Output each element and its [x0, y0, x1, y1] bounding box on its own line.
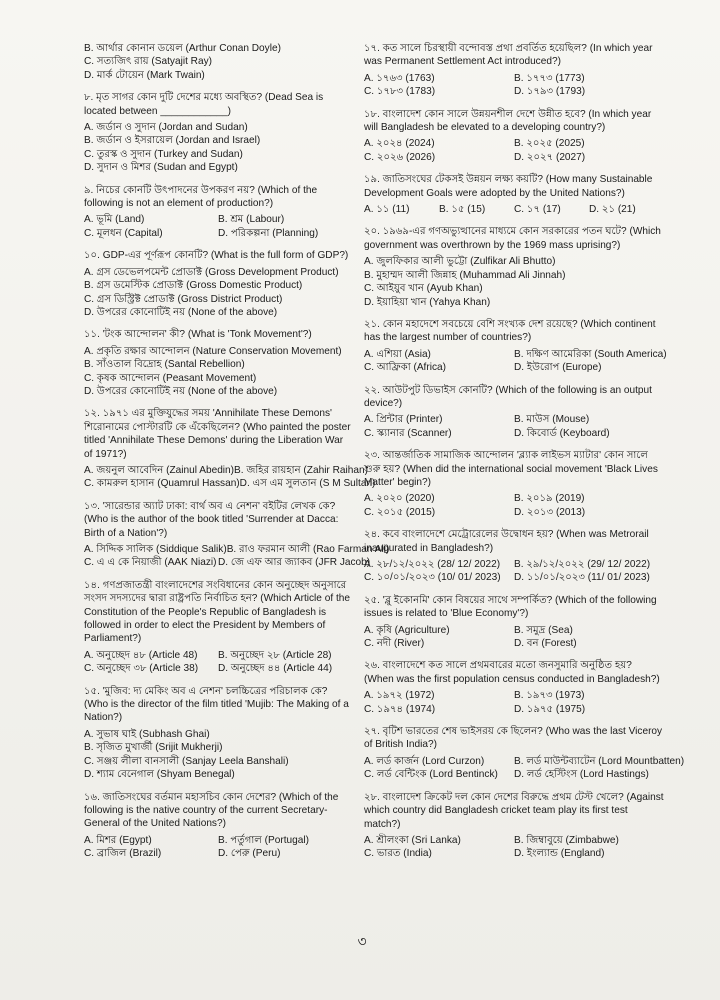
answer-option: D. ২১ (21) [589, 204, 636, 216]
question-q13 [84, 500, 390, 570]
answer-option: B. দক্ষিণ আমেরিকা (South America) [514, 348, 667, 360]
question-text: ২৪. কবে বাংলাদেশে মেট্রোরেলের উদ্বোধন হয়? (When was Metrorail inaugurated in Bangladesh?) [364, 529, 649, 554]
answer-option: A. জয়নুল আবেদিন (Zainul Abedin) [84, 464, 235, 476]
question-q8 [84, 91, 352, 174]
answer-option: A. গ্রস ডেভেলপমেন্ট প্রোডাক্ট (Gross Development Product) [84, 266, 339, 278]
answer-option: A. ১৯৭২ (1972) [364, 690, 435, 702]
question-text: ২১. কোন মহাদেশে সবচেয়ে বেশি সংখ্যক দেশ রয়েছে? (Which continent has the largest number of countries?) [364, 318, 656, 344]
option-row [364, 689, 664, 702]
answer-option: A. ২৮/১২/২০২২ (28/ 12/ 2022) [364, 559, 501, 570]
answer-option: A. ১৭৬৩ (1763) [364, 72, 435, 84]
option-row [364, 72, 664, 85]
answer-option: C. অনুচ্ছেদ ৩৮ (Article 38) [84, 663, 199, 675]
question-q26 [364, 659, 664, 716]
question-q12 [84, 407, 376, 490]
answer-option: B. ২০১৯ (2019) [514, 493, 585, 505]
option-row [364, 637, 664, 650]
answer-option: C. সত্যজিৎ রায় (Satyajit Ray) [84, 56, 212, 68]
option-row [364, 413, 664, 426]
option-row [364, 703, 664, 716]
option-row [84, 543, 390, 556]
answer-option: B. জর্ডান ও ইসরায়েল (Jordan and Israel) [84, 135, 261, 147]
question-q11 [84, 328, 352, 398]
answer-option: A. জর্ডান ও সুদান (Jordan and Sudan) [84, 122, 248, 134]
question-text: ১৬. জাতিসংঘের বর্তমান মহাসচিব কোন দেশের? (Which of the following is the native country of the current Secretary-General of the United Nations?) [84, 791, 339, 830]
answer-option: D. লর্ড হেস্টিংস (Lord Hastings) [514, 769, 649, 781]
answer-option: B. ১৭৭৩ (1773) [514, 72, 585, 84]
answer-option: A. প্রকৃতি রক্ষার আন্দোলন (Nature Conservation Movement) [84, 345, 342, 357]
answer-option: D. ১৯৭৫ (1975) [514, 703, 586, 715]
option-row [84, 649, 352, 662]
question-q16 [84, 791, 352, 861]
answer-option: C. ২০১৫ (2015) [364, 506, 436, 518]
question-q22 [364, 384, 664, 441]
answer-option: D. উপরের কোনোটিই নয় (None of the above) [84, 385, 278, 397]
question-text: ২৫. 'ব্লু ইকোনমি' কোন বিষয়ের সাথে সম্পর্কিত? (Which of the following issues is related to 'Blue Economy'?) [364, 594, 657, 620]
answer-option: C. ১৭৮৩ (1783) [364, 86, 436, 98]
answer-option: C. গ্রস ডিস্ট্রিক্ট প্রোডাক্ট (Gross District Product) [84, 293, 283, 305]
answer-option: C. কৃষক আন্দোলন (Peasant Movement) [84, 372, 257, 384]
option-row [364, 768, 664, 781]
answer-option: C. কামরুল হাসান (Quamrul Hassan) [84, 478, 240, 490]
right-column [364, 42, 685, 870]
question-q25 [364, 594, 664, 651]
option-row [364, 151, 664, 164]
question-text: ৯. নিচের কোনটি উৎপাদনের উপকরণ নয়? (Which of the following is not an element of production?) [84, 184, 318, 210]
answer-option: C. তুরস্ক ও সুদান (Turkey and Sudan) [84, 148, 243, 160]
answer-option: D. ২০২৭ (2027) [514, 151, 586, 163]
answer-option: D. অনুচ্ছেদ ৪৪ (Article 44) [218, 663, 333, 675]
question-text: ১২. ১৯৭১ এর মুক্তিযুদ্ধের সময় 'Annihilate These Demons' শিরোনামের পোস্টারটি কে এঁকেছিলেন? (Who painted the poster titled 'Annihilate These Demons' during the Liberation War of 1971?) [84, 408, 351, 460]
option-row [364, 85, 664, 98]
answer-option: C. স্ক্যানার (Scanner) [364, 427, 452, 439]
answer-option: B. পর্তুগাল (Portugal) [218, 834, 309, 846]
option-row [364, 571, 664, 584]
answer-option: C. ১৭ (17) [514, 204, 561, 216]
answer-option: D. এস এম সুলতান (S M Sultan) [239, 478, 376, 490]
option-row [84, 662, 352, 675]
option-row [84, 477, 376, 490]
question-q19 [364, 173, 664, 216]
answer-option: A. মিশর (Egypt) [84, 834, 152, 846]
answer-option: C. আইয়ুব খান (Ayub Khan) [364, 283, 483, 295]
question-text: ২৮. বাংলাদেশ ক্রিকেট দল কোন দেশের বিরুদ্ধে প্রথম টেস্ট খেলে? (Against which country did Bangladesh cricket team play its first test match?) [364, 791, 664, 830]
answer-option: B. লর্ড মাউন্টব্যাটেন (Lord Mountbatten) [514, 755, 685, 767]
question-text: ৮. মৃত সাগর কোন দুটি দেশের মধ্যে অবস্থিত? (Dead Sea is located between ____________) [84, 92, 324, 117]
answer-option: B. মুহাম্মদ আলী জিন্নাহ (Muhammad Ali Jinnah) [364, 269, 566, 281]
answer-option: A. প্রিন্টার (Printer) [364, 414, 443, 426]
option-row [364, 624, 664, 637]
option-row [364, 427, 664, 440]
option-row [84, 556, 371, 569]
option-row [364, 755, 685, 768]
page-number: ৩ [357, 934, 367, 950]
option-row [364, 348, 667, 361]
question-text: ১৯. জাতিসংঘের টেকসই উন্নয়ন লক্ষ্য কয়টি? (How many Sustainable Development Goals were adopted by the United Nations?) [364, 174, 653, 199]
question-text: ২৭. বৃটিশ ভারতের শেষ ভাইসরয় কে ছিলেন? (Who was the last Viceroy of British India?) [364, 726, 663, 751]
answer-option: B. মাউস (Mouse) [514, 414, 590, 426]
question-text: ১৫. 'মুজিব: দ্য মেকিং অব এ নেশন' চলচ্চিত্রের পরিচালক কে? (Who is the director of the film titled 'Mujib: The Making of a Nation?) [84, 685, 349, 724]
question-text: ১৭. কত সালে চিরস্থায়ী বন্দোবস্ত প্রথা প্রবর্তিত হয়েছিল? (In which year was Permanent Settlement Act introduced?) [364, 43, 653, 68]
answer-option: A. শ্রীলংকা (Sri Lanka) [364, 834, 461, 846]
question-q7-tail [84, 42, 352, 82]
question-text: ১৩. 'সারেন্ডার অ্যাট ঢাকা: বার্থ অব এ নেশন' বইটির লেখক কে? (Who is the author of the book titled 'Surrender at Dacca: Birth of a Nation'?) [84, 500, 339, 539]
answer-option: B. জিম্বাবুয়ে (Zimbabwe) [514, 834, 619, 846]
answer-option: D. কিবোর্ড (Keyboard) [514, 427, 610, 439]
answer-option: A. এশিয়া (Asia) [364, 348, 431, 360]
answer-option: C. ভারত (India) [364, 848, 432, 860]
answer-option: C. ১০/০১/২০২৩ (10/ 01/ 2023) [364, 572, 501, 584]
answer-option: A. ভূমি (Land) [84, 214, 145, 226]
question-q21 [364, 318, 667, 375]
answer-option: B. ১৫ (15) [439, 204, 486, 216]
answer-option: C. ব্রাজিল (Brazil) [84, 848, 162, 860]
answer-option: D. ১১/০১/২০২৩ (11/ 01/ 2023) [514, 572, 650, 584]
option-row [84, 213, 352, 226]
answer-option: D. সুদান ও মিশর (Sudan and Egypt) [84, 162, 238, 174]
answer-option: C. এ এ কে নিয়াজী (AAK Niazi) [84, 557, 217, 569]
answer-option: D. বন (Forest) [514, 638, 577, 650]
option-row [364, 361, 664, 374]
answer-option: D. ১৭৯৩ (1793) [514, 86, 586, 98]
question-q9 [84, 184, 352, 241]
option-row [84, 847, 352, 860]
answer-option: A. সিদ্দিক সালিক (Siddique Salik) [84, 544, 227, 555]
answer-option: D. মার্ক টোয়েন (Mark Twain) [84, 69, 205, 81]
question-q14 [84, 579, 352, 676]
answer-option: C. নদী (River) [364, 638, 425, 650]
answer-option: A. ১১ (11) [364, 204, 410, 216]
answer-option: A. কৃষি (Agriculture) [364, 624, 450, 636]
question-q17 [364, 42, 664, 99]
answer-option: B. সৃজিত মুখার্জী (Srijit Mukherji) [84, 742, 223, 754]
option-row [364, 492, 664, 505]
option-row [84, 834, 352, 847]
answer-option: D. জে এফ আর জ্যাকব (JFR Jacob) [218, 557, 371, 569]
answer-option: D. উপরের কোনোটিই নয় (None of the above) [84, 306, 278, 318]
answer-option: C. মূলধন (Capital) [84, 227, 163, 239]
question-q15 [84, 685, 352, 782]
question-q20 [364, 225, 664, 308]
answer-option: A. সুভাষ ঘাই (Subhash Ghai) [84, 728, 210, 740]
question-text: ২৬. বাংলাদেশে কত সালে প্রথমবারের মতো জনসুমারি অনুষ্ঠিত হয়? (When was the first population census conducted in Bangladesh?) [364, 660, 660, 685]
answer-option: D. শ্যাম বেনেগাল (Shyam Benegal) [84, 769, 235, 781]
question-text: ১৮. বাংলাদেশ কোন সালে উন্নয়নশীল দেশে উন্নীত হবে? (In which year will Bangladesh be elevated to a developing country?) [364, 108, 652, 134]
question-text: ২২. আউটপুট ডিভাইস কোনটি? (Which of the following is an output device?) [364, 384, 652, 409]
answer-option: B. সমুদ্র (Sea) [514, 624, 573, 636]
answer-option: A. অনুচ্ছেদ ৪৮ (Article 48) [84, 649, 198, 661]
answer-option: C. ১৯৭৪ (1974) [364, 703, 436, 715]
question-text: ২৩. আন্তর্জাতিক সামাজিক আন্দোলন 'ব্ল্যাক লাইভস ম্যাটার' কোন সালে শুরু হয়? (When did the international social movement 'Black Lives Matter' begin?) [364, 450, 658, 488]
answer-option: C. ২০২৬ (2026) [364, 151, 436, 163]
question-q27 [364, 725, 685, 782]
option-row [364, 847, 664, 860]
option-row [84, 464, 368, 477]
answer-option: C. আফ্রিকা (Africa) [364, 362, 446, 374]
question-q18 [364, 108, 664, 165]
answer-option: D. পেরু (Peru) [218, 848, 281, 860]
answer-option: A. লর্ড কার্জন (Lord Curzon) [364, 755, 485, 767]
question-q24 [364, 528, 664, 585]
option-row [364, 506, 664, 519]
option-row [364, 203, 664, 216]
answer-option: B. রাও ফরমান আলী (Rao Farman Ali) [226, 544, 390, 555]
option-row [84, 227, 352, 240]
question-text: ১৪. গণপ্রজাতন্ত্রী বাংলাদেশের সংবিধানের কোন অনুচ্ছেদ অনুসারে সংসদ সদস্যদের দ্বারা রাষ্ট্রপতি নির্বাচিত হন? (Which Article of the Constitution of the People's Republic of Bangladesh is followed in order to elect the President by Members of Parliament?) [84, 579, 350, 645]
option-row [364, 558, 664, 571]
answer-option: D. পরিকল্পনা (Planning) [218, 227, 319, 239]
question-text: ২০. ১৯৬৯-এর গণঅভ্যুত্থানের মাধ্যমে কোন সরকারের পতন ঘটে? (Which government was overthrown by the 1969 mass uprising?) [364, 226, 661, 251]
answer-option: B. জহির রায়হান (Zahir Raihan) [234, 464, 368, 476]
answer-option: C. সঞ্জয় লীলা বানসালী (Sanjay Leela Banshali) [84, 755, 289, 767]
question-q10 [84, 249, 352, 319]
option-row [364, 137, 664, 150]
answer-option: C. লর্ড বেন্টিংক (Lord Bentinck) [364, 769, 498, 781]
answer-option: B. অনুচ্ছেদ ২৮ (Article 28) [218, 649, 332, 661]
answer-option: B. ১৯৭৩ (1973) [514, 690, 585, 702]
answer-option: B. শ্রম (Labour) [218, 214, 285, 226]
answer-option: D. ২০১৩ (2013) [514, 506, 586, 518]
answer-option: A. জুলফিকার আলী ভুট্টো (Zulfikar Ali Bhutto) [364, 256, 556, 268]
answer-option: A. ২০২৪ (2024) [364, 138, 435, 150]
answer-option: D. ইউরোপ (Europe) [514, 362, 602, 374]
option-row [364, 834, 664, 847]
answer-option: B. আর্থার কোনান ডয়েল (Arthur Conan Doyle) [84, 43, 281, 54]
answer-option: B. ২০২৫ (2025) [514, 138, 585, 150]
question-q28 [364, 791, 664, 861]
question-q23 [364, 449, 664, 519]
answer-option: B. ২৯/১২/২০২২ (29/ 12/ 2022) [514, 559, 651, 570]
answer-option: B. সাঁওতাল বিদ্রোহ (Santal Rebellion) [84, 359, 245, 371]
answer-option: A. ২০২০ (2020) [364, 493, 435, 505]
answer-option: D. ইয়াহিয়া খান (Yahya Khan) [364, 296, 491, 308]
question-text: ১১. 'টংক আন্দোলন' কী? (What is 'Tonk Movement'?) [84, 329, 312, 341]
answer-option: D. ইংল্যান্ড (England) [514, 848, 605, 860]
question-text: ১০. GDP-এর পূর্ণরূপ কোনটি? (What is the full form of GDP?) [84, 250, 349, 262]
answer-option: B. গ্রস ডমেস্টিক প্রোডাক্ট (Gross Domestic Product) [84, 280, 303, 292]
